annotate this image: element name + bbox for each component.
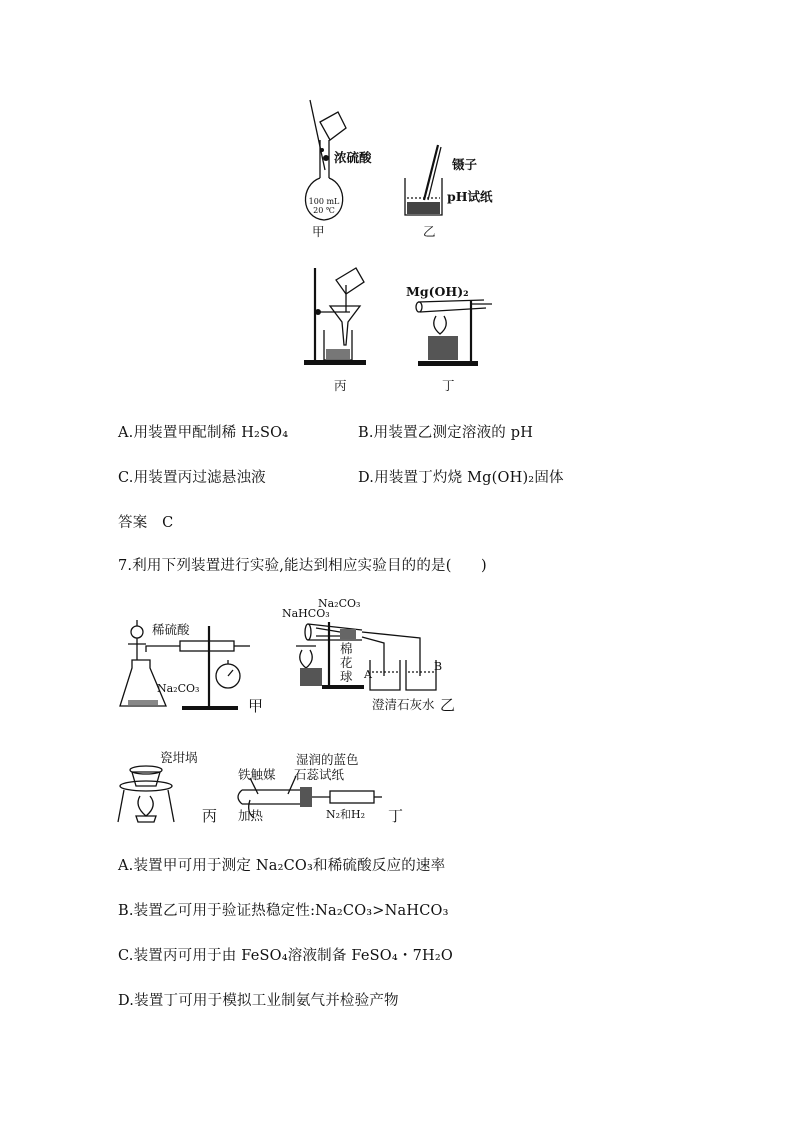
q6-answer: 答案 C <box>118 515 174 531</box>
crucible-label: 瓷坩埚 <box>160 750 198 765</box>
iron-catalyst-label: 铁触媒 <box>238 767 276 782</box>
limewater-label: 澄清石灰水 <box>372 697 435 712</box>
cotton-ball-label: 棉花球 <box>340 641 353 684</box>
figure-label-jia: 甲 <box>312 224 325 239</box>
na2co3-flask-label: Na₂CO₃ <box>157 682 200 695</box>
figure-label-jia-q7: 甲 <box>248 697 264 715</box>
q7-option-b: B.装置乙可用于验证热稳定性:Na₂CO₃>NaHCO₃ <box>118 903 449 919</box>
tweezers-label: 镊子 <box>452 157 478 172</box>
q7-option-c: C.装置丙可用于由 FeSO₄溶液制备 FeSO₄・7H₂O <box>118 948 453 964</box>
q7-option-a: A.装置甲可用于测定 Na₂CO₃和稀硫酸反应的速率 <box>118 858 446 874</box>
flask-volume-text: 100 mL <box>308 197 340 206</box>
figure-label-ding-q7: 丁 <box>388 807 404 825</box>
figure-label-yi-q7: 乙 <box>440 696 456 714</box>
beaker-b-label: B <box>434 660 443 673</box>
q7-stem: 7.利用下列装置进行实验,能达到相应实验目的的是( ) <box>118 558 487 574</box>
mgoh2-label: Mg(OH)₂ <box>406 284 469 299</box>
beaker-a-label: A <box>364 668 372 681</box>
q7-option-d: D.装置丁可用于模拟工业制氨气并检验产物 <box>118 993 399 1009</box>
q6-option-a: A.用装置甲配制稀 H₂SO₄ <box>118 425 289 441</box>
n2-h2-label: N₂和H₂ <box>326 808 366 821</box>
litmus-label-line2: 石蕊试纸 <box>294 767 345 782</box>
figure-label-bing: 丙 <box>334 378 347 393</box>
ph-paper-label: pH试纸 <box>447 189 493 204</box>
na2co3-tube-label: Na₂CO₃ <box>318 597 361 610</box>
acid-label: 浓硫酸 <box>334 150 372 165</box>
q6-option-b: B.用装置乙测定溶液的 pH <box>358 425 534 441</box>
nahco3-tube-label: NaHCO₃ <box>282 607 330 620</box>
flask-temp-text: 20 ℃ <box>313 206 335 215</box>
figure-label-ding: 丁 <box>442 378 455 393</box>
dilute-acid-label: 稀硫酸 <box>152 622 190 637</box>
figure-label-bing-q7: 丙 <box>202 807 218 825</box>
litmus-label-line1: 湿润的蓝色 <box>296 752 359 767</box>
q6-option-c: C.用装置丙过滤悬浊液 <box>118 470 266 486</box>
figure-label-yi: 乙 <box>423 224 436 239</box>
q6-option-d: D.用装置丁灼烧 Mg(OH)₂固体 <box>358 470 564 486</box>
heating-label: 加热 <box>238 808 264 823</box>
